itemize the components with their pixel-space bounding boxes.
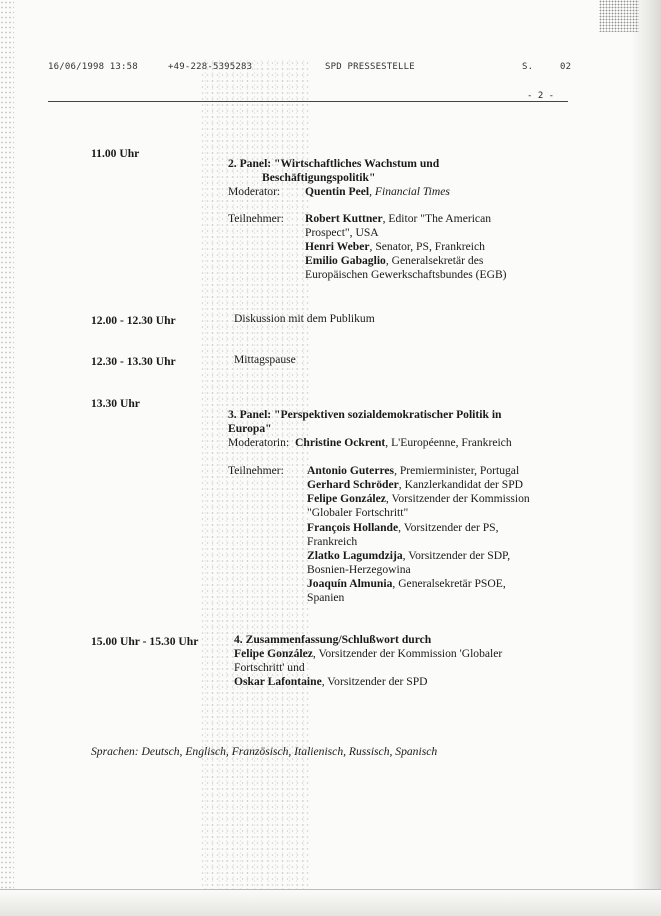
scan-left-edge [0,0,14,916]
participant-line-cont: "Globaler Fortschritt" [307,506,409,519]
section-text: Mittagspause [234,353,296,366]
participant-line: Zlatko Lagumdzija, Vorsitzender der SDP, [307,549,511,562]
participant-line: Gerhard Schröder, Kanzlerkandidat der SPD [307,478,524,491]
participant-line-cont: Bosnien-Herzegowina [307,563,411,576]
panel-title-cont: Beschäftigungspolitik" [262,171,376,184]
section-text: Diskussion mit dem Publikum [234,312,375,325]
closing-line-cont: Fortschritt' und [234,661,305,674]
fax-sender: SPD PRESSESTELLE [325,62,415,72]
participant-line: Antonio Guterres, Premierminister, Portugal [307,464,520,477]
moderator-line: Christine Ockrent, L'Européenne, Frankreich [295,436,512,449]
participant-line: Robert Kuttner, Editor "The American [305,212,492,225]
closing-title: 4. Zusammenfassung/Schlußwort durch [234,633,432,646]
moderator-line: Quentin Peel, Financial Times [305,185,450,198]
moderator-label: Moderatorin: [228,436,290,449]
closing-line: Felipe González, Vorsitzender der Kommission 'Globaler [234,647,503,660]
languages-note: Sprachen: Deutsch, Englisch, Französisch, Italienisch, Russisch, Spanisch [91,745,438,758]
participant-line: Felipe González, Vorsitzender der Kommission [307,492,530,505]
section-time: 11.00 Uhr [91,147,140,160]
participant-line: Joaquín Almunia, Generalsekretär PSOE, [307,577,506,590]
participants-label: Teilnehmer: [228,464,284,477]
panel-title: 2. Panel: "Wirtschaftliches Wachstum und [228,157,440,170]
participant-line: Emilio Gabaglio, Generalsekretär des [305,254,484,267]
moderator-label: Moderator: [228,185,281,198]
section-time: 12.30 - 13.30 Uhr [91,355,176,368]
scan-corner-noise [599,0,639,32]
scan-right-edge [631,0,661,916]
participant-line-cont: Europäischen Gewerkschaftsbundes (EGB) [305,268,507,281]
participant-line-cont: Prospect", USA [305,226,379,239]
participant-line-cont: Frankreich [307,535,358,548]
panel-title: 3. Panel: "Perspektiven sozialdemokratischer Politik in [228,408,502,421]
participant-line: François Hollande, Vorsitzender der PS, [307,521,499,534]
scan-bottom-edge [0,889,661,916]
fax-page-number: 02 [560,62,572,72]
participant-line: Henri Weber, Senator, PS, Frankreich [305,240,485,253]
participants-label: Teilnehmer: [228,212,284,225]
section-time: 13.30 Uhr [91,397,140,410]
participant-line-cont: Spanien [307,591,345,604]
fax-datetime: 16/06/1998 13:58 [48,62,138,72]
section-time: 15.00 Uhr - 15.30 Uhr [91,635,199,648]
fax-page-label: S. [522,62,534,72]
fax-phone: +49-228-5395283 [168,62,253,72]
panel-title-cont: Europa" [228,422,272,435]
section-time: 12.00 - 12.30 Uhr [91,314,176,327]
header-rule [48,101,568,102]
closing-line: Oskar Lafontaine, Vorsitzender der SPD [234,675,428,688]
page-marker: - 2 - [527,91,555,101]
